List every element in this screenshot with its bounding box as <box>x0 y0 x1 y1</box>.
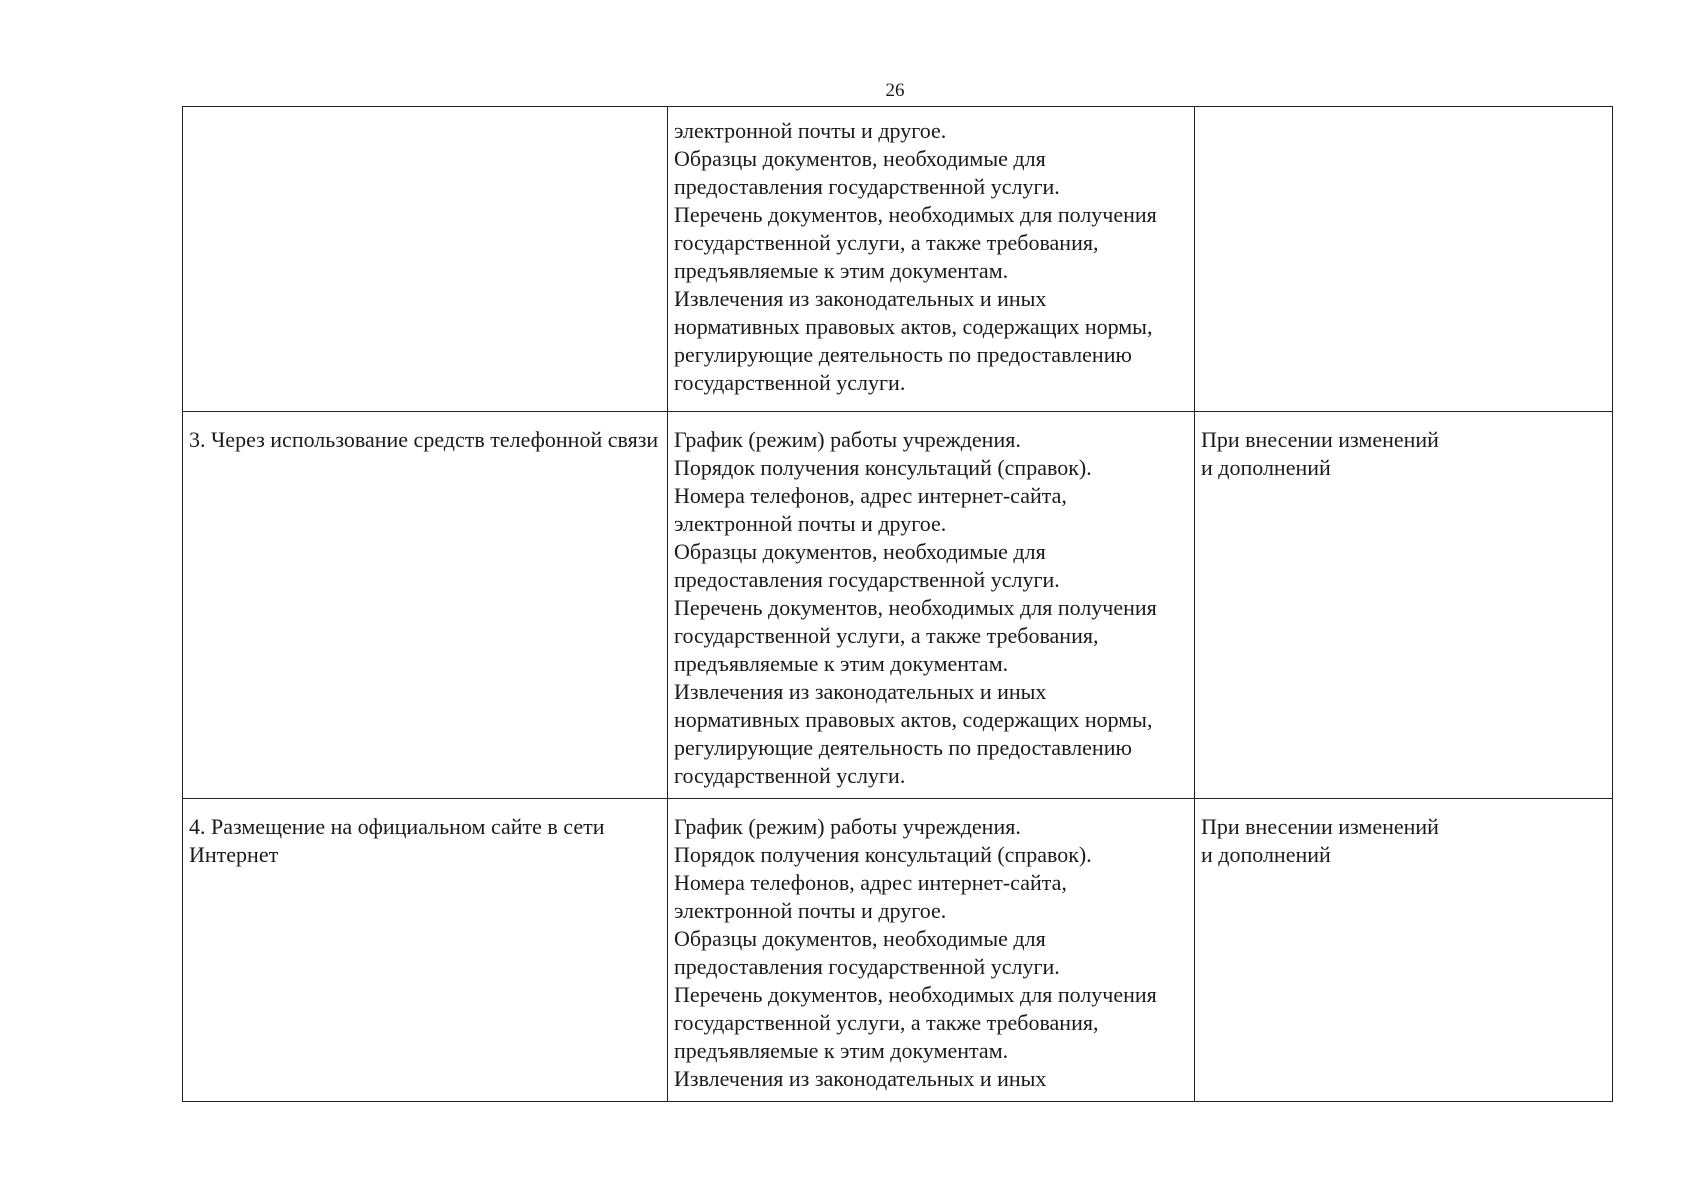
content-line: предоставления государственной услуги. <box>674 174 1060 199</box>
content-line: Номера телефонов, адрес интернет-сайта, <box>674 483 1067 508</box>
content-line: регулирующие деятельность по предоставлению <box>674 342 1132 367</box>
info-table <box>182 106 1613 1102</box>
update-cell <box>1195 107 1613 412</box>
content-cell <box>668 107 1195 412</box>
content-line: Порядок получения консультаций (справок). <box>674 842 1092 867</box>
content-line: Перечень документов, необходимых для получения <box>674 202 1157 227</box>
content-line: Извлечения из законодательных и иных <box>674 679 1047 704</box>
content-line: электронной почты и другое. <box>674 898 947 923</box>
update-line: и дополнений <box>1201 455 1331 480</box>
update-line: При внесении изменений <box>1201 814 1439 839</box>
content-line: Образцы документов, необходимые для <box>674 926 1046 951</box>
content-line: Образцы документов, необходимые для <box>674 146 1046 171</box>
content-line: График (режим) работы учреждения. <box>674 427 1021 452</box>
content-line: государственной услуги. <box>674 370 906 395</box>
content-line: регулирующие деятельность по предоставлению <box>674 735 1132 760</box>
content-line: государственной услуги, а также требования, <box>674 230 1099 255</box>
content-line: Порядок получения консультаций (справок). <box>674 455 1092 480</box>
content-cell <box>668 412 1195 799</box>
content-line: нормативных правовых актов, содержащих нормы, <box>674 707 1153 732</box>
content-line: Извлечения из законодательных и иных <box>674 286 1047 311</box>
method-text: 3. Через использование средств телефонной связи <box>189 427 659 452</box>
table-row <box>183 107 1613 412</box>
content-line: предъявляемые к этим документам. <box>674 1038 1009 1063</box>
update-line: При внесении изменений <box>1201 427 1439 452</box>
table-row <box>183 799 1613 1102</box>
method-text: 4. Размещение на официальном сайте в сети Интернет <box>189 814 605 867</box>
update-cell <box>1195 799 1613 1102</box>
content-line: Перечень документов, необходимых для получения <box>674 595 1157 620</box>
content-line: предъявляемые к этим документам. <box>674 651 1009 676</box>
content-line: предъявляемые к этим документам. <box>674 258 1009 283</box>
method-cell <box>183 412 668 799</box>
update-line: и дополнений <box>1201 842 1331 867</box>
content-line: электронной почты и другое. <box>674 511 947 536</box>
content-line: государственной услуги, а также требования, <box>674 623 1099 648</box>
table-row <box>183 412 1613 799</box>
method-cell <box>183 107 668 412</box>
content-line: Извлечения из законодательных и иных <box>674 1066 1047 1091</box>
content-line: Образцы документов, необходимые для <box>674 539 1046 564</box>
page-number: 26 <box>885 80 905 101</box>
content-line: Номера телефонов, адрес интернет-сайта, <box>674 870 1067 895</box>
content-line: предоставления государственной услуги. <box>674 567 1060 592</box>
content-line: государственной услуги. <box>674 763 906 788</box>
method-cell <box>183 799 668 1102</box>
content-line: электронной почты и другое. <box>674 118 947 143</box>
content-line: государственной услуги, а также требования, <box>674 1010 1099 1035</box>
content-line: Перечень документов, необходимых для получения <box>674 982 1157 1007</box>
content-cell <box>668 799 1195 1102</box>
content-line: нормативных правовых актов, содержащих нормы, <box>674 314 1153 339</box>
content-line: График (режим) работы учреждения. <box>674 814 1021 839</box>
content-line: предоставления государственной услуги. <box>674 954 1060 979</box>
update-cell <box>1195 412 1613 799</box>
